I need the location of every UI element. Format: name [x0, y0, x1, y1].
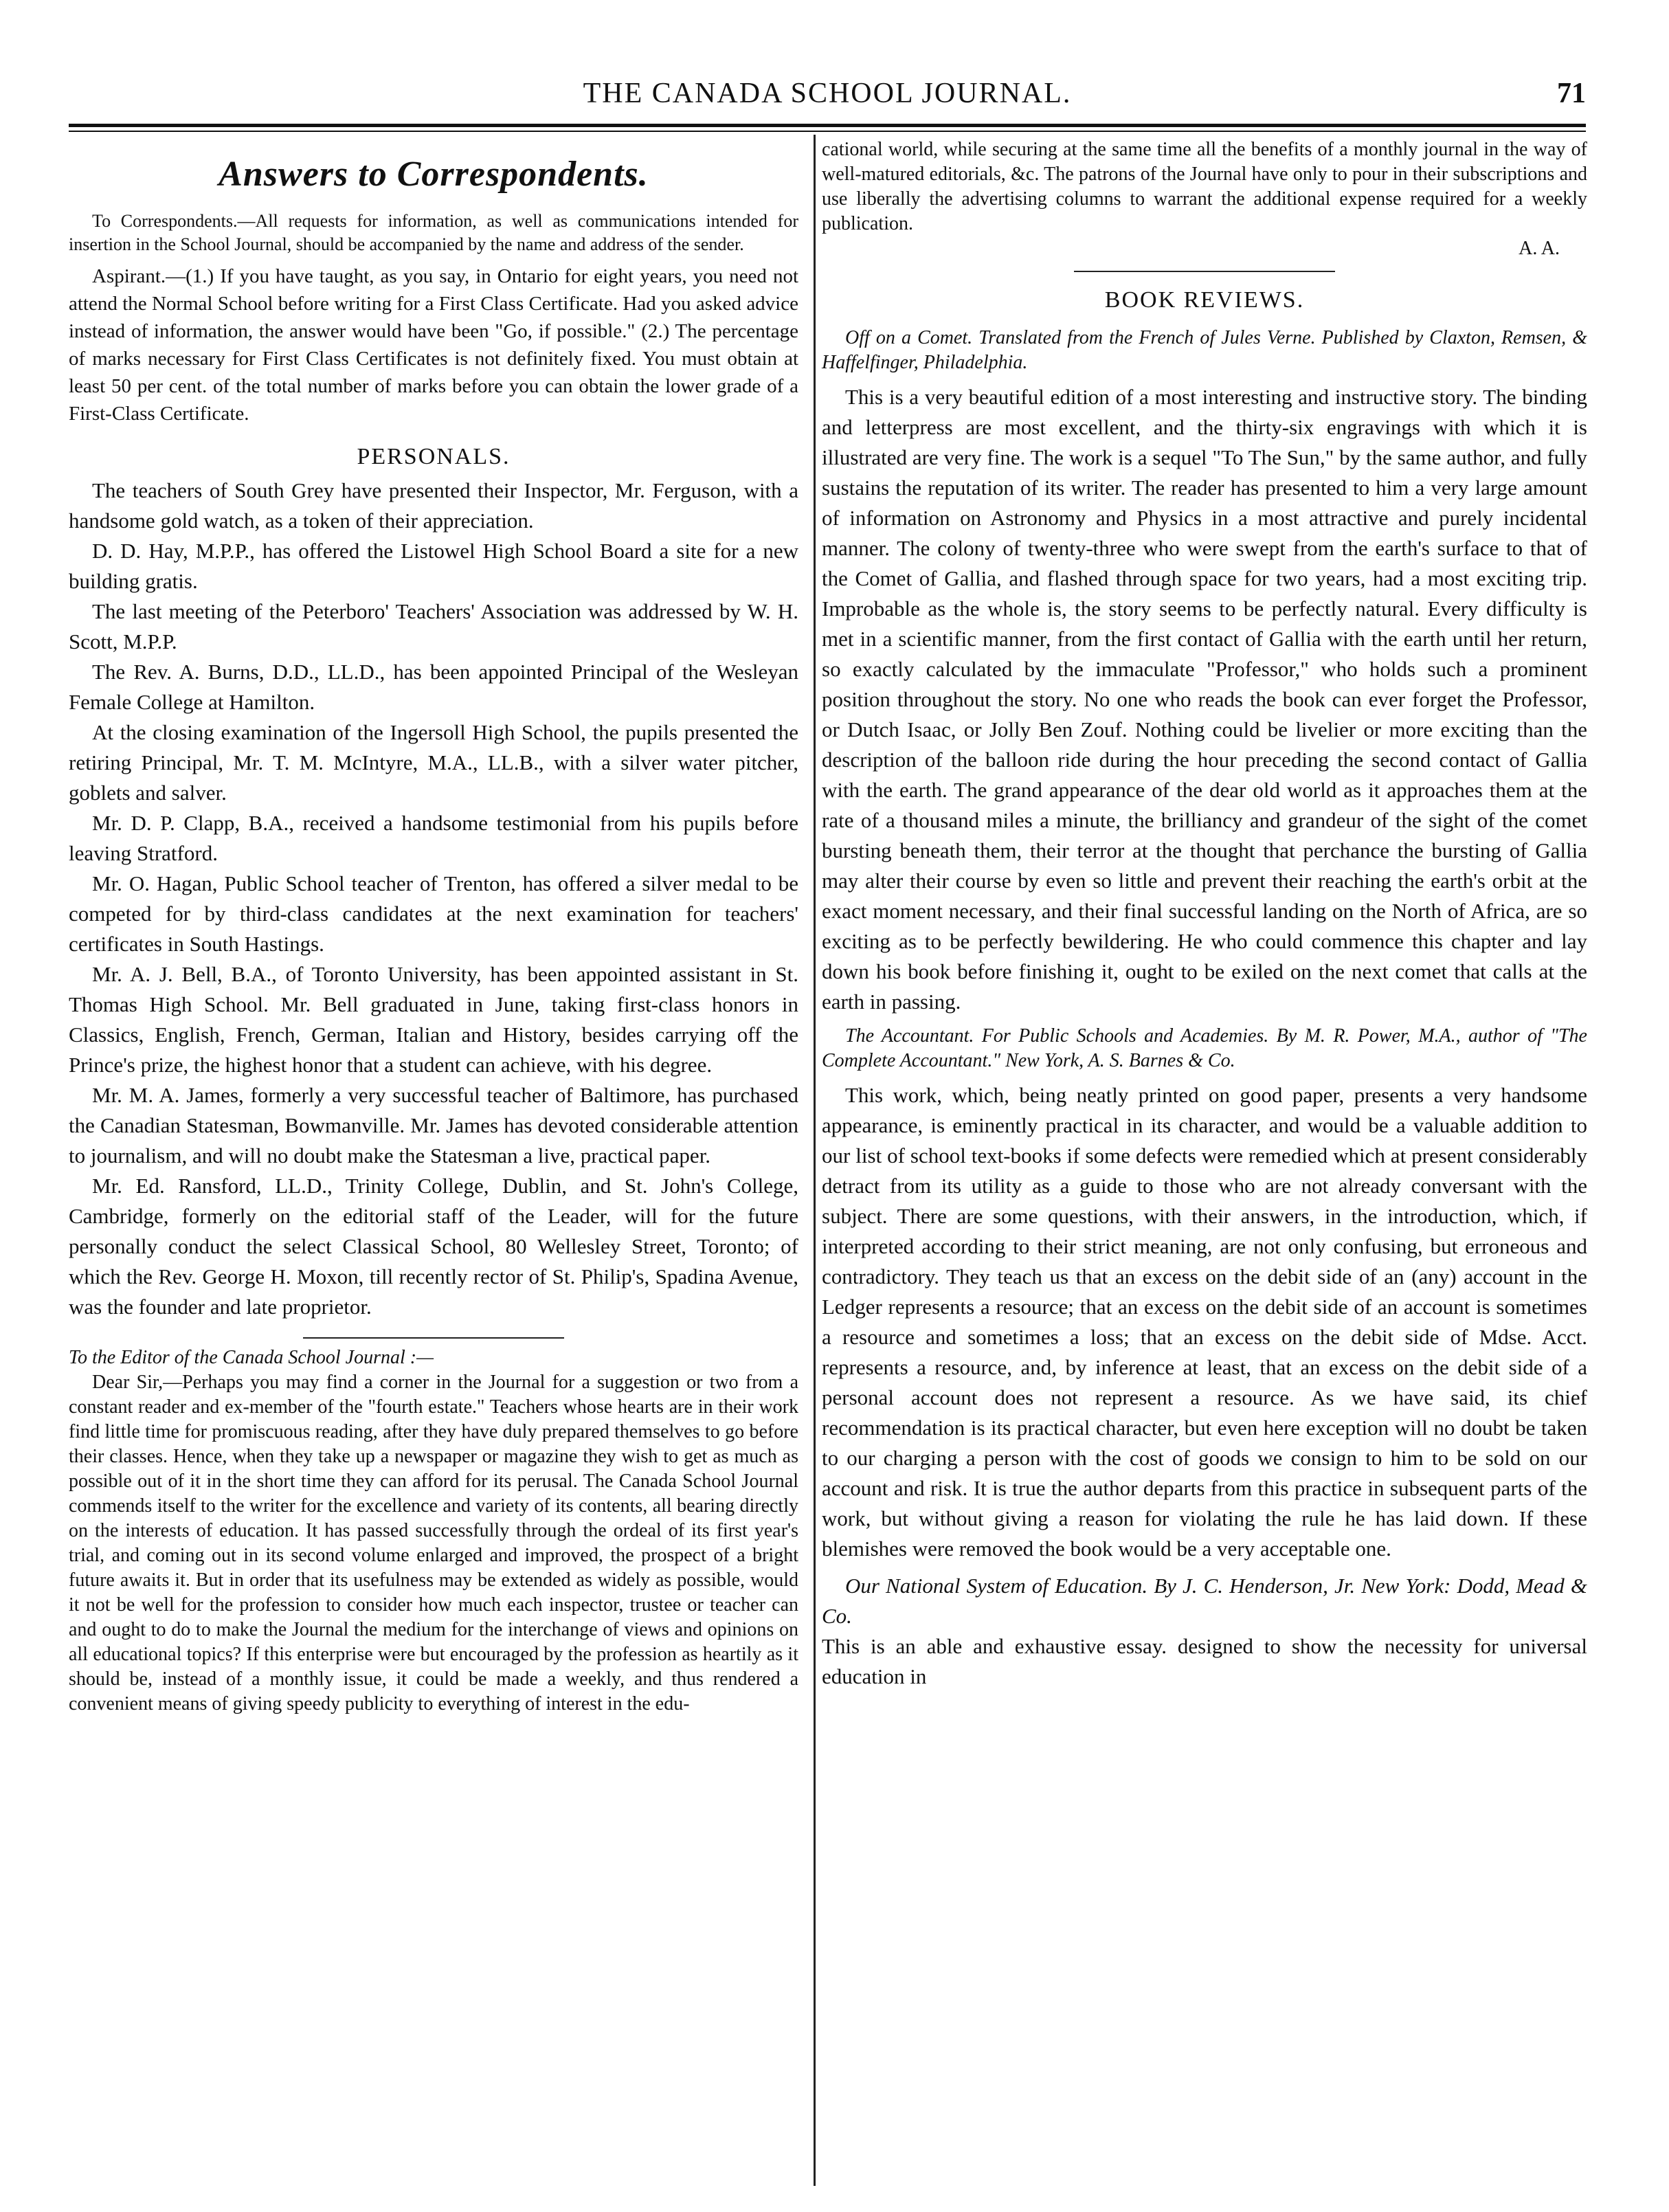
personals-list — [69, 476, 798, 1322]
letter-continuation: cational world, while securing at the same time all the benefits of a monthly journal in the way of well-matured editorials, &c. The patrons of the Journal have only to pour in their subscriptions and use liberally the advertising columns to warrant the additional expense required for a weekly publication. — [822, 139, 1587, 234]
personal-item: Mr. A. J. Bell, B.A., of Toronto University, has been appointed assistant in St. Thomas High School. Mr. Bell graduated in June, taking first-class honors in Classics, English, French, German, Italian and History, besides carrying off the Prince's prize, the highest honor that a student can achieve, with his degree. — [69, 962, 798, 1077]
review-body: This is an able and exhaustive essay. designed to show the necessity for universal education in — [822, 1634, 1587, 1688]
personal-item: Mr. O. Hagan, Public School teacher of Trenton, has offered a silver medal to be competed for by third-class candidates at the next examination for teachers' certificates in South Hastings. — [69, 871, 798, 956]
personal-item: The teachers of South Grey have presented their Inspector, Mr. Ferguson, with a handsome gold watch, as a token of their appreciation. — [69, 478, 798, 533]
personal-item: The Rev. A. Burns, D.D., LL.D., has been appointed Principal of the Wesleyan Female College at Hamilton. — [69, 660, 798, 714]
letter-salutation: To the Editor of the Canada School Journal :— — [69, 1347, 434, 1368]
review-body: This is a very beautiful edition of a most interesting and instructive story. The binding and letterpress are most excellent, and the thirty-six engravings with which it is illustrated are very fine. The work is a sequel "To The Sun," by the same author, and fully sustains the reputation of its writer. The reader has presented to him a very large amount of information on Astronomy and Physics in a most attractive and purely incidental manner. The colony of twenty-three who were swept from the earth's surface to that of the Comet of Gallia, and flashed through space for two years, had a most exciting trip. Improbable as the whole is, the story seems to be perfectly natural. Every difficulty is met in a scientific manner, from the first contact of Gallia with the earth until her return, so exactly calculated by the immaculate "Professor," who holds such a prominent position throughout the story. No one who reads the book can ever forget the Professor, or Dutch Isaac, or Jolly Ben Zouf. Nothing could be livelier or more exciting than the description of the balloon ride during the hour preceding the second contact of Gallia with the earth. The grand appearance of the dear old world as it approaches them at the rate of a thousand miles a minute, the brilliancy and grandeur of the sight of the comet bursting beneath them, their terror at the thought that perchance the bursting of Gallia may alter their course by even so little and prevent their reaching the earth's orbit at the exact moment necessary, and their final successful landing on the North of Africa, are so exciting as to be perfectly bewildering. He who could commence this chapter and lay down his book before finishing it, ought to be exiled on the next comet that calls at the earth in passing. — [822, 385, 1587, 1014]
running-header — [69, 77, 1586, 118]
header-rule-thin — [69, 131, 1586, 132]
review-body: This work, which, being neatly printed on good paper, presents a very handsome appearance, is eminently practical in its character, and would be a valuable addition to our list of school text-books if some defects were remedied which at present considerably detract from its utility as a guide to those who are not already conversant with the subject. There are some questions, with their answers, in the introduction, which, if interpreted according to their strict meaning, are not only confusing, but erroneous and contradictory. They teach us that an excess on the debit side of an (any) account in the Ledger represents a resource; that an excess on the debit side of an account is sometimes a resource and sometimes a loss; that an excess on the debit side of Mdse. Acct. represents a resource, and, by inference at least, that an excess on the debit side of a personal account does not represent a resource. As we have said, its chief recommendation is its practical character, but even here exception will no doubt be taken to our charging a person with the cost of goods we consign to him to be sold on our account and risk. It is true the author departs from this practice in subsequent parts of the work, but without giving a reason for violating the rule he has laid down. If these blemishes were removed the book would be a very acceptable one. — [822, 1083, 1587, 1561]
review-title: The Accountant. For Public Schools and Academies. By M. R. Power, M.A., author of "The Complete Accountant." New York, A. S. Barnes & Co. — [822, 1025, 1587, 1071]
review-title: Off on a Comet. Translated from the French of Jules Verne. Published by Claxton, Remsen, & Haffelfinger, Philadelphia. — [822, 327, 1587, 373]
correspondents-notice: To Correspondents.—All requests for information, as well as communications intended for insertion in the School Journal, should be accompanied by the name and address of the sender. — [69, 211, 798, 254]
personal-item: Mr. D. P. Clapp, B.A., received a handsome testimonial from his pupils before leaving Stratford. — [69, 811, 798, 865]
personal-item: Mr. M. A. James, formerly a very successful teacher of Baltimore, has purchased the Canadian Statesman, Bowmanville. Mr. James has devoted considerable attention to journalism, and will no doubt make the Statesman a live, practical paper. — [69, 1083, 798, 1168]
left-column — [69, 137, 798, 1717]
answers-heading: Answers to Correspondents. — [219, 155, 649, 194]
letter-body: Dear Sir,—Perhaps you may find a corner in the Journal for a suggestion or two from a constant reader and ex-member of the "fourth estate." Teachers whose hearts are in their work find little time for promiscuous reading, after they have duly prepared themselves to go before their classes. Hence, when they take up a newspaper or magazine they wish to get as much as possible out of it in the short time they can afford for its perusal. The Canada School Journal commends itself to the writer for the excellence and variety of its contents, all bearing directly on the interests of education. It has passed successfully through the ordeal of its first year's trial, and coming out in its second volume enlarged and improved, the prospect of a bright future awaits it. But in order that its usefulness may be extended as widely as possible, would it not be well for the profession to consider how much each inspector, trustee or teacher can and ought to do to make the Journal the medium for the interchange of views and opinions on all educational topics? If this enterprise were but encouraged by the profession as heartily as it should be, instead of a monthly issue, it could be made a weekly, and thus rendered a convenient means of giving speedy publicity to everything of interest in the edu- — [69, 1372, 798, 1714]
column-divider — [814, 135, 816, 2186]
letter-signature: A. A. — [1519, 238, 1560, 259]
personal-item: Mr. Ed. Ransford, LL.D., Trinity College, Dublin, and St. John's College, Cambridge, formerly on the editorial staff of the Leader, will for the future personally conduct the select Classical School, 80 Wellesley Street, Toronto; of which the Rev. George H. Moxon, till recently rector of St. Philip's, Spadina Avenue, was the founder and late proprietor. — [69, 1174, 798, 1319]
personals-heading: PERSONALS. — [357, 444, 511, 469]
journal-title: THE CANADA SCHOOL JOURNAL. — [583, 78, 1072, 109]
personal-item: The last meeting of the Peterboro' Teachers' Association was addressed by W. H. Scott, M.P.P. — [69, 599, 798, 653]
right-column — [822, 137, 1587, 1692]
aspirant-answer: Aspirant.—(1.) If you have taught, as you say, in Ontario for eight years, you need not attend the Normal School before writing for a First Class Certificate. Had you asked advice instead of information, the answer would have been "Go, if possible." (2.) The percentage of marks necessary for First Class Certificates is not definitely fixed. You must obtain at least 50 per cent. of the total number of marks before you can obtain the lower grade of a First-Class Certificate. — [69, 265, 798, 425]
section-divider — [1074, 271, 1335, 272]
header-rule-thick — [69, 124, 1586, 127]
personal-item: At the closing examination of the Ingersoll High School, the pupils presented the retiring Principal, Mr. T. M. McIntyre, M.A., LL.B., with a silver water pitcher, goblets and salver. — [69, 720, 798, 805]
personal-item: D. D. Hay, M.P.P., has offered the Listowel High School Board a site for a new building gratis. — [69, 539, 798, 593]
review-title: Our National System of Education. By J. C. Henderson, Jr. New York: Dodd, Mead & Co. — [822, 1574, 1587, 1628]
book-reviews-heading: BOOK REVIEWS. — [1104, 287, 1305, 313]
page-number: 71 — [1557, 78, 1586, 109]
